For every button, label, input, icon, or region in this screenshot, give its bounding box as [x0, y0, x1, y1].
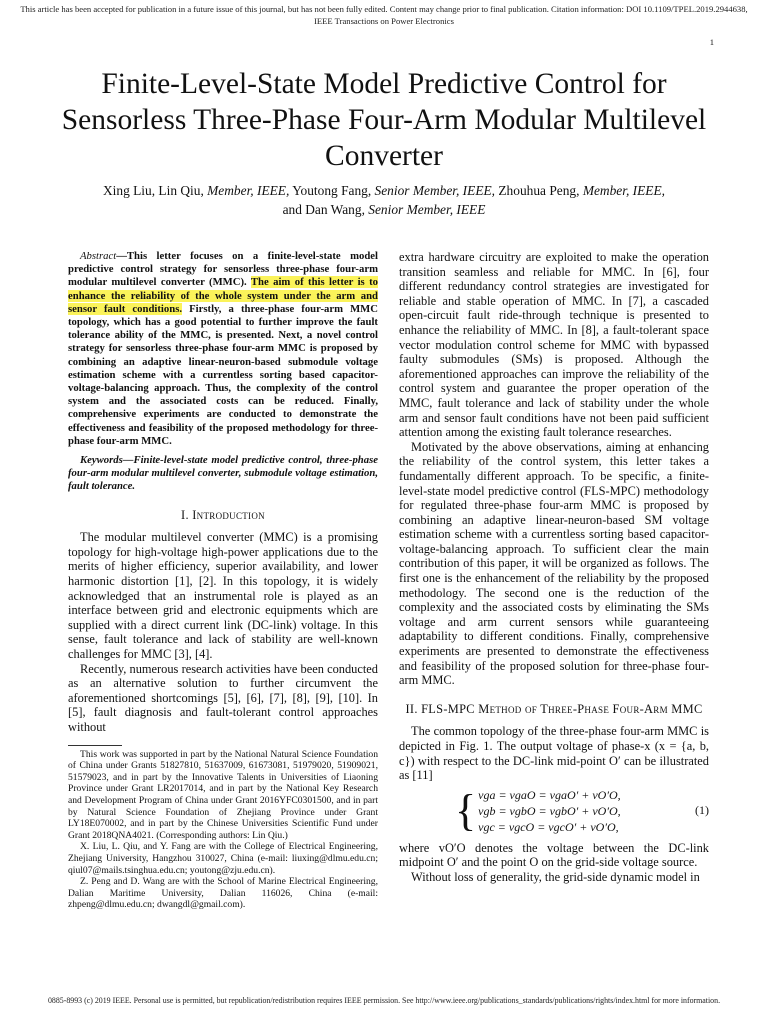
- body-paragraph-5: Without loss of generality, the grid-side dynamic model in: [411, 869, 700, 884]
- equation-number: (1): [695, 803, 709, 818]
- body-paragraph-3: The common topology of the three-phase four-arm MMC is depicted in Fig. 1. The output voltage of phase-x (x = {a, b, c}) with respect to the DC-link mid-point O′ can be illustrated as [11]: [399, 724, 709, 783]
- author-list: [40, 181, 728, 219]
- equation-1: [399, 787, 709, 835]
- copyright-footer: 0885-8993 (c) 2019 IEEE. Personal use is permitted, but republication/redistribution requires IEEE permission. See http://www.ieee.org/publications_standards/publications/rights/index.html for more information.: [47, 996, 721, 1005]
- keywords: Keywords—Finite-level-state model predictive control, three-phase four-arm modular multilevel converter, submodule voltage estimation, fault tolerance.: [68, 454, 378, 493]
- intro-paragraph-2: Recently, numerous research activities have been conducted as an alternative solution to further circumvent the aforementioned shortcomings [5], [6], [7], [8], [9], [10]. In [5], fault diagnosis and fault-tolerant control approaches without: [68, 661, 378, 734]
- author-role: Senior Member, IEEE,: [374, 183, 496, 198]
- equation-brace: {: [455, 785, 477, 835]
- intro-paragraph-1: The modular multilevel converter (MMC) is a promising topology for high-voltage high-power applications due to the merits of higher efficiency, superior availability, and lower harmonic distortion [1], [2]. In this topology, it is widely acknowledged that an instrumental role is played as an interface between grid and electronic equipments which are supplied with a direct current link (DC-link) voltage. In this sense, fault tolerance and lack of stability are well-known challenges for MMC [3], [4].: [68, 530, 378, 661]
- left-column: [68, 250, 378, 911]
- body-paragraph-4: where vO′O denotes the voltage between the DC-link midpoint O′ and the point O on the grid-side voltage source.: [399, 840, 709, 870]
- equation-line: vgc = vgcO = vgcO′ + vO′O,: [478, 819, 619, 834]
- footnote-affiliation-2: Z. Peng and D. Wang are with the School of Marine Electrical Engineering, Dalian Maritime University, Dalian 116026, China (e-mail: zhpeng@dlmu.edu.cn; dwangdl@gmail.com).: [68, 876, 378, 911]
- abstract: [68, 250, 378, 448]
- footnote-funding: This work was supported in part by the National Natural Science Foundation of China under Grants 51827810, 51637009, 61673081, 51979020, 51909021, 51579023, and in part by the Innovative Talents in Universities of Liaoning Province under Grant LR2017014, and in part by the National Key Research and Development Program of China under Grant 2016YFC0301500, and in part by Natural Science Foundation of Zhejiang Province under Grant LY18E070002, and in part by the Chinese Universities Scientific Fund under Grant 2018QNA4021. (Corresponding authors: Lin Qiu.): [68, 748, 378, 841]
- author-name: Zhouhua Peng,: [495, 183, 583, 198]
- author-name: Youtong Fang,: [289, 183, 375, 198]
- paper-title: Finite-Level-State Model Predictive Control for Sensorless Three-Phase Four-Arm Modular Multilevel Converter: [61, 68, 707, 172]
- author-name: Xing Liu, Lin Qiu,: [103, 183, 208, 198]
- author-role: Member, IEEE,: [207, 183, 290, 198]
- journal-header-note: This article has been accepted for publication in a future issue of this journal, but has not been fully edited. Content may change prior to final publication. Citation information: DOI 10.1109/TPEL.2019.2944638, IEEE Transactions on Power Electronics: [20, 4, 748, 26]
- author-role: Senior Member, IEEE: [368, 202, 486, 217]
- author-name: and Dan Wang,: [282, 202, 369, 217]
- abstract-lead: Abstract: [80, 250, 117, 262]
- section-heading-fls-mpc: II. FLS-MPC Method of Three-Phase Four-Arm MMC: [405, 701, 703, 716]
- abstract-text: —This letter focuses on a finite-level-state model predictive control strategy for sensorless three-phase four-arm modular multilevel converter (MMC).: [68, 250, 378, 289]
- section-heading-introduction: I. Introduction: [181, 507, 265, 522]
- equation-lines: [478, 787, 689, 835]
- abstract-text-continued: Firstly, a three-phase four-arm MMC topology, which has a good potential to further improve the fault tolerance ability of the MMC, is presented. Next, a novel control strategy for sensorless three-phase four-arm MMC is proposed by combining an adaptive linear-neuron-based submodule voltage estimation scheme with a currentless sorting based capacitor-voltage-balancing approach. Thus, the complexity of the control system and the associated costs can be reduced. Finally, comprehensive experiments are conducted to demonstrate the effectiveness and feasibility of the proposed methodology for three-phase four-arm MMC.: [68, 302, 378, 447]
- equation-line: vga = vgaO = vgaO′ + vO′O,: [478, 787, 621, 802]
- page-number: 1: [709, 37, 714, 47]
- footnote-divider: [68, 745, 122, 746]
- footnote-affiliation-1: X. Liu, L. Qiu, and Y. Fang are with the College of Electrical Engineering, Zhejiang University, Hangzhou 310027, China (e-mail: liuxing@dlmu.edu.cn; qiul07@mails.tsinghua.edu.cn; youtong@zju.edu.cn).: [68, 841, 378, 876]
- equation-line: vgb = vgbO = vgbO′ + vO′O,: [478, 803, 621, 818]
- body-paragraph-1: extra hardware circuitry are exploited to make the operation transition seamless and reliable for MMC. In [6], four different redundancy control strategies are investigated for reliable and stable operation of MMC. In [7], a cascaded open-circuit fault ride-through technique is presented to enhance the reliability of MMC. In [8], a fault-tolerant space vector modulation control scheme for MMC with bypassed faulty submodules (SMs) is proposed. Although the aforementioned approaches can improve the reliability of the control system and guarantee the proper operation of the MMC, fault tolerance and lack of stability under the whole arm and sensor fault conditions have not been paid sufficient attention among the existing fault tolerance researches.: [399, 250, 709, 440]
- abstract-highlight: The aim of this letter is to enhance the reliability of the whole system under the arm and sensor fault conditions.: [68, 276, 378, 315]
- body-paragraph-2: Motivated by the above observations, aiming at enhancing the reliability of the control system, this letter takes a fundamentally different approach. To be specific, a finite-level-state model predictive control (FLS-MPC) methodology for regulated three-phase four-arm MMC is proposed by combining an adaptive linear-neuron-based SM voltage estimation scheme with a currentless sorting based capacitor-voltage-balancing approach. To sufficient clear the main contribution of this paper, it will be organized as follows. The first one is the enhancement of the reliability by the proposed methodology. The second one is the reduction of the complexity and the associated costs by eliminating the SMs voltage and arm current sensors while guaranteeing adaptability to different conditions. Finally, comprehensive experiments are presented to demonstrate the effectiveness and feasibility of the proposed solution for three-phase four-arm MMC.: [399, 439, 709, 688]
- author-role: Member, IEEE,: [582, 183, 665, 198]
- right-column: [399, 250, 709, 885]
